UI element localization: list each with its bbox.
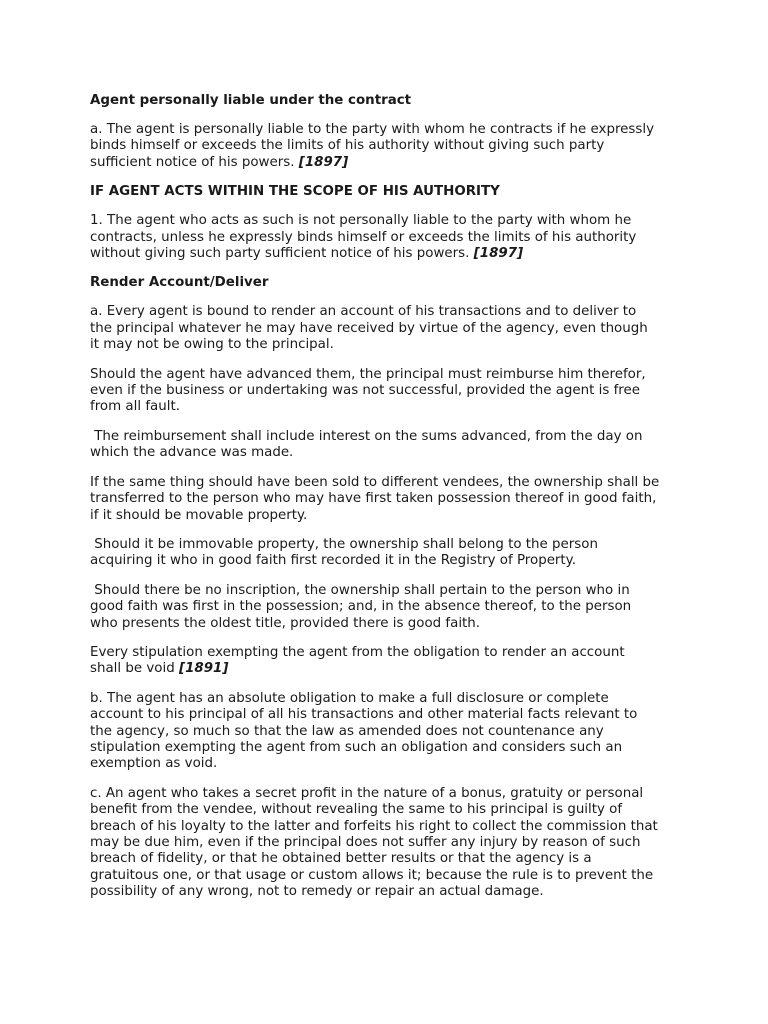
text-line: Should it be immovable property, the ownership shall belong to the person	[90, 536, 598, 552]
text-line: 1. The agent who acts as such is not personally liable to the party with whom he	[90, 213, 632, 229]
text-line: account to his principal of all his transactions and other material facts relevant to	[90, 707, 638, 723]
paragraph-different-vendees	[90, 475, 690, 524]
paragraph-a-render-account	[90, 304, 690, 353]
text-line: the principal whatever he may have received by virtue of the agency, even though	[90, 320, 648, 336]
text-line: b. The agent has an absolute obligation to make a full disclosure or complete	[90, 690, 609, 706]
text-line: If the same thing should have been sold to different vendees, the ownership shall be	[90, 474, 660, 490]
text-line: possibility of any wrong, not to remedy or repair an actual damage.	[90, 884, 544, 900]
text-line: even if the business or undertaking was not successful, provided the agent is free	[90, 383, 640, 399]
text-line: it may not be owing to the principal.	[90, 337, 334, 353]
text-line: Should the agent have advanced them, the principal must reimburse him therefor,	[90, 366, 646, 382]
paragraph-a-personally-liable	[90, 122, 690, 171]
text-line: from all fault.	[90, 399, 180, 415]
paragraph-immovable-property	[90, 537, 690, 570]
text-line: good faith was first in the possession; and, in the absence thereof, to the person	[90, 599, 632, 615]
text-line: Should there be no inscription, the ownership shall pertain to the person who in	[90, 582, 630, 598]
paragraph-reimburse	[90, 367, 690, 416]
citation: [1897]	[298, 154, 349, 170]
text-line: Every stipulation exempting the agent from the obligation to render an account	[90, 644, 625, 660]
text-line: gratuitous one, or that usage or custom allows it; because the rule is to prevent the	[90, 867, 654, 883]
text-line: a. Every agent is bound to render an account of his transactions and to deliver to	[90, 304, 637, 320]
paragraph-b-full-disclosure	[90, 691, 690, 773]
text-line: breach of fidelity, or that he obtained better results or that the agency is a	[90, 851, 592, 867]
heading-scope-of-authority: IF AGENT ACTS WITHIN THE SCOPE OF HIS AUTHORITY	[90, 184, 500, 200]
text-line: the agency, so much so that the law as amended does not countenance any	[90, 723, 604, 739]
text-segment: without giving such party sufficient notice of his powers.	[90, 246, 470, 262]
text-line: who presents the oldest title, provided there is good faith.	[90, 615, 481, 631]
paragraph-no-inscription	[90, 583, 690, 632]
text-line: acquiring it who in good faith first recorded it in the Registry of Property.	[90, 553, 576, 569]
text-line: exemption as void.	[90, 756, 218, 772]
text-segment: sufficient notice of his powers.	[90, 154, 295, 170]
document-page	[90, 93, 690, 914]
heading-agent-personally-liable: Agent personally liable under the contract	[90, 93, 412, 108]
text-line: may be due him, even if the principal does not suffer any injury by reason of such	[90, 835, 641, 850]
text-line	[90, 246, 690, 262]
paragraph-1-not-personally-liable	[90, 213, 690, 262]
text-line: c. An agent who takes a secret profit in the nature of a bonus, gratuity or personal	[90, 785, 644, 801]
text-line: if it should be movable property.	[90, 507, 308, 523]
text-line: stipulation exempting the agent from such an obligation and considers such an	[90, 739, 623, 755]
text-line	[90, 661, 690, 677]
paragraph-c-secret-profit	[90, 786, 690, 901]
text-line: The reimbursement shall include interest on the sums advanced, from the day on	[90, 428, 643, 444]
text-line: contracts, unless he expressly binds himself or exceeds the limits of his authority	[90, 229, 637, 245]
text-line: benefit from the vendee, without revealing the same to his principal is guilty of	[90, 802, 623, 818]
citation: [1897]	[473, 246, 524, 262]
heading-render-account: Render Account/Deliver	[90, 275, 269, 291]
text-line: which the advance was made.	[90, 445, 294, 461]
text-line: breach of his loyalty to the latter and forfeits his right to collect the commission that	[90, 818, 658, 834]
text-line: transferred to the person who may have first taken possession thereof in good faith,	[90, 491, 657, 507]
text-segment: shall be void	[90, 661, 175, 677]
citation: [1891]	[178, 661, 229, 677]
text-line	[90, 155, 690, 171]
paragraph-interest	[90, 429, 690, 462]
text-line: a. The agent is personally liable to the party with whom he contracts if he expressly	[90, 122, 655, 137]
paragraph-stipulation-void	[90, 645, 690, 678]
text-line: binds himself or exceeds the limits of his authority without giving such party	[90, 138, 605, 154]
